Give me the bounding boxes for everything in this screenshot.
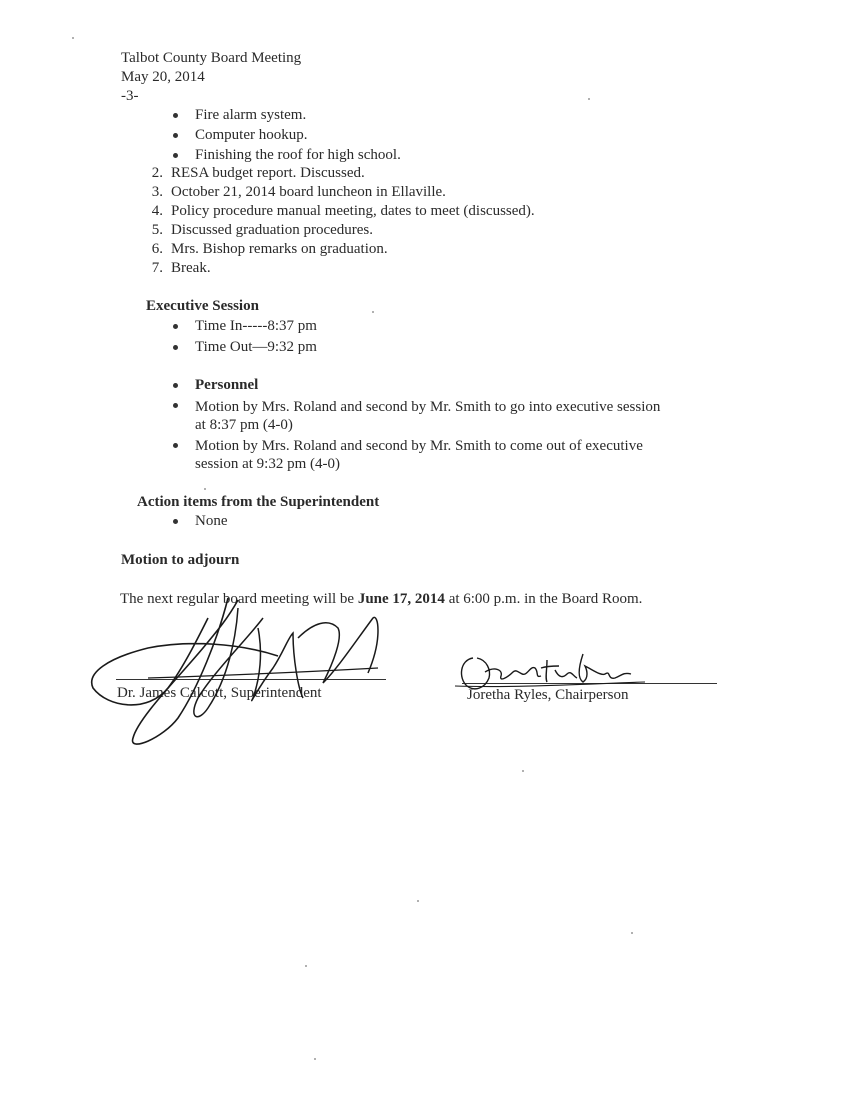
- motion-enter-session-cont: at 8:37 pm (4-0): [195, 417, 293, 433]
- agenda-item: Break.: [171, 260, 211, 276]
- bullet-icon: [173, 345, 178, 350]
- executive-session-heading: Executive Session: [146, 298, 259, 314]
- scan-speck: [631, 932, 633, 934]
- list-item: Fire alarm system.: [195, 107, 307, 123]
- time-in: Time In-----8:37 pm: [195, 318, 317, 334]
- action-item: None: [195, 513, 228, 529]
- bullet-icon: [173, 113, 178, 118]
- next-meeting-date: June 17, 2014: [357, 591, 445, 607]
- page-number: -3-: [121, 88, 139, 104]
- personnel-heading: Personnel: [195, 377, 259, 393]
- chairperson-signature: [455, 648, 645, 698]
- scan-speck: [72, 37, 74, 39]
- bullet-icon: [173, 519, 178, 524]
- adjourn-heading: Motion to adjourn: [121, 552, 240, 568]
- motion-exit-session-cont: session at 9:32 pm (4-0): [195, 456, 340, 472]
- agenda-item: Policy procedure manual meeting, dates to meet (discussed).: [171, 203, 535, 219]
- agenda-item: Mrs. Bishop remarks on graduation.: [171, 241, 388, 257]
- scan-speck: [588, 98, 590, 100]
- motion-exit-session: Motion by Mrs. Roland and second by Mr. Smith to come out of executive: [195, 438, 643, 454]
- board-name: Talbot County Board Meeting: [121, 50, 302, 66]
- scan-speck: [305, 965, 307, 967]
- chairperson-signature-label: Joretha Ryles, Chairperson: [467, 687, 629, 703]
- next-meeting-suffix: at 6:00 p.m. in the Board Room.: [444, 591, 643, 607]
- superintendent-signature-label: Dr. James Calcott, Superintendent: [117, 685, 322, 701]
- scan-speck: [204, 488, 206, 490]
- agenda-number: 6.: [151, 241, 163, 257]
- scan-speck: [522, 770, 524, 772]
- agenda-number: 5.: [151, 222, 163, 238]
- agenda-item: Discussed graduation procedures.: [171, 222, 374, 238]
- action-items-heading: Action items from the Superintendent: [137, 494, 380, 510]
- superintendent-signature: [88, 578, 388, 753]
- bullet-icon: [173, 443, 178, 448]
- agenda-number: 4.: [151, 203, 163, 219]
- list-item: Finishing the roof for high school.: [195, 147, 401, 163]
- scan-speck: [417, 900, 419, 902]
- time-out: Time Out—9:32 pm: [195, 339, 317, 355]
- next-meeting-prefix: The next regular board meeting will be: [120, 591, 358, 607]
- agenda-number: 3.: [151, 184, 163, 200]
- agenda-number: 2.: [151, 165, 163, 181]
- bullet-icon: [173, 133, 178, 138]
- bullet-icon: [173, 403, 178, 408]
- bullet-icon: [173, 383, 178, 388]
- bullet-icon: [173, 153, 178, 158]
- scan-speck: [314, 1058, 316, 1060]
- meeting-date: May 20, 2014: [121, 69, 205, 85]
- agenda-item: October 21, 2014 board luncheon in Ellaville.: [171, 184, 446, 200]
- bullet-icon: [173, 324, 178, 329]
- agenda-number: 7.: [151, 260, 163, 276]
- list-item: Computer hookup.: [195, 127, 308, 143]
- agenda-item: RESA budget report. Discussed.: [171, 165, 365, 181]
- motion-enter-session: Motion by Mrs. Roland and second by Mr. Smith to go into executive session: [195, 399, 661, 415]
- scan-speck: [372, 311, 374, 313]
